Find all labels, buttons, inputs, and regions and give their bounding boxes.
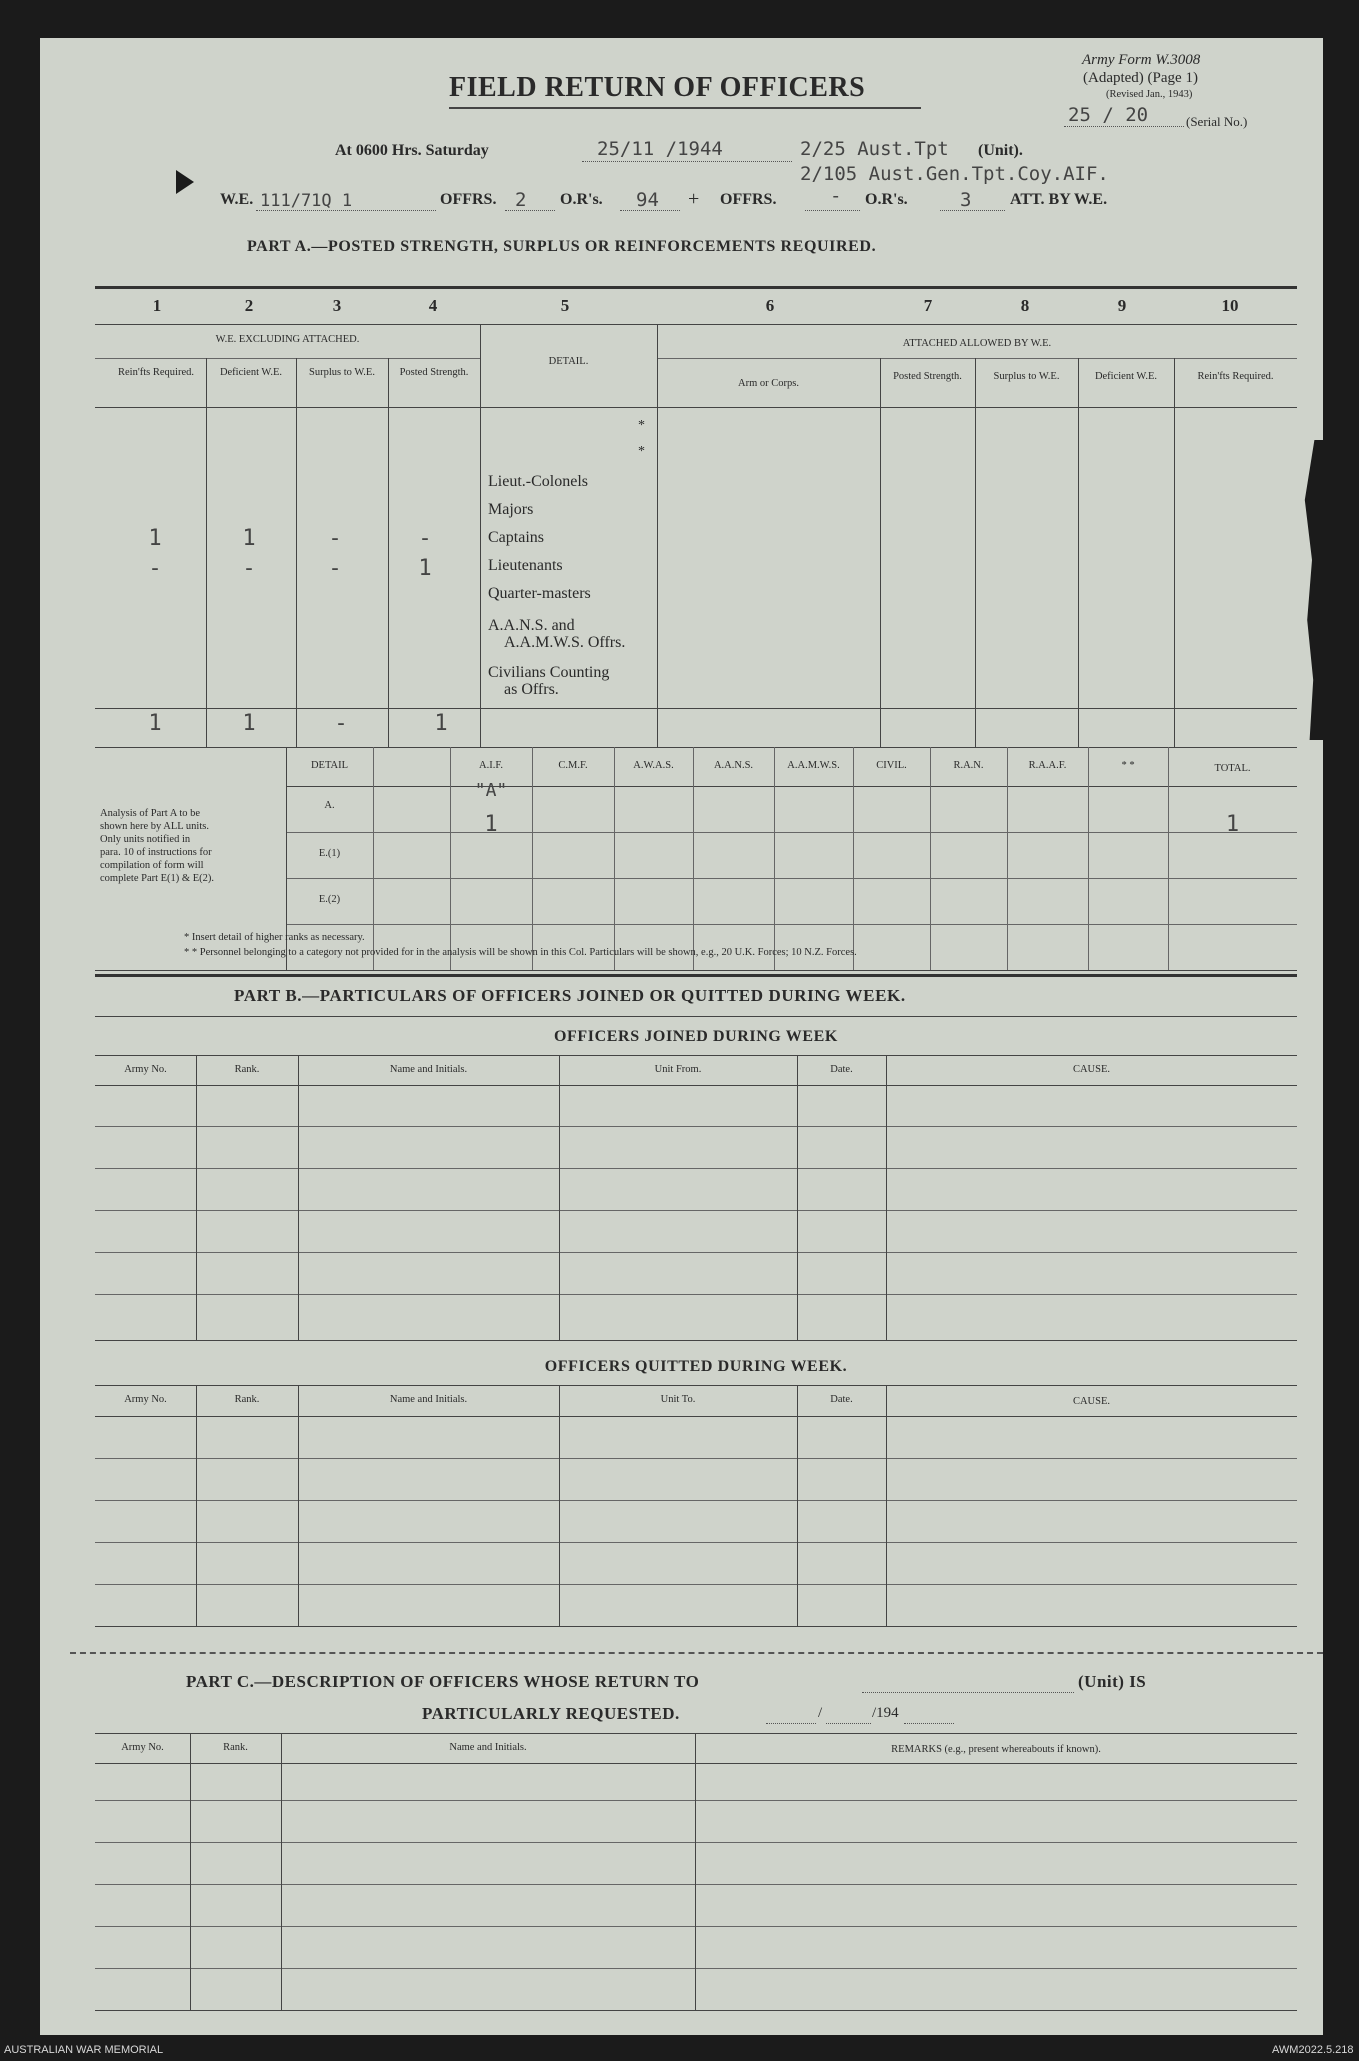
part-b-heading: PART B.—PARTICULARS OF OFFICERS JOINED OR QUITTED DURING WEEK. [234, 986, 906, 1005]
partc-head-rank: Rank. [223, 1742, 248, 1753]
ors2-value: 3 [960, 189, 972, 211]
captains-surplus: - [328, 526, 342, 551]
analysis-a-total: 1 [1225, 812, 1240, 837]
analysis-note: Analysis of Part A to be shown here by ALL units. Only units notified in para. 10 of instructions for compilation of form will complete Part E(1) & E(2). [100, 808, 215, 884]
we-excluding-attached: W.E. EXCLUDING ATTACHED. [215, 334, 360, 345]
footnote-1: * Insert detail of higher ranks as necessary. [184, 932, 365, 943]
analysis-head-other: * * [1121, 760, 1135, 771]
partc-head-name: Name and Initials. [449, 1742, 527, 1753]
rank-aamws: A.A.M.W.S. Offrs. [504, 634, 626, 651]
total-posted: 1 [434, 711, 448, 736]
punch-mark [176, 170, 194, 194]
joined-head-name: Name and Initials. [389, 1064, 468, 1075]
analysis-head-raaf: R.A.A.F. [1028, 760, 1067, 771]
analysis-head-aans: A.A.N.S. [713, 760, 754, 771]
col-number-2: 2 [244, 296, 254, 315]
return-date: 25/11 /1944 [597, 138, 723, 160]
col-number-9: 9 [1117, 296, 1127, 315]
we-value: 111/71Q 1 [260, 191, 353, 211]
partc-head-army-no: Army No. [121, 1742, 164, 1753]
captains-reinfts: 1 [148, 526, 162, 551]
quitted-head-army-no: Army No. [124, 1394, 167, 1405]
total-reinfts: 1 [148, 711, 162, 736]
joined-title: OFFICERS JOINED DURING WEEK [554, 1028, 838, 1045]
analysis-head-ran: R.A.N. [953, 760, 984, 771]
ors-value: 94 [636, 189, 659, 211]
subhead-att-posted-strength: Posted Strength. [893, 371, 962, 382]
footer-accession: AWM2022.5.218 [1272, 2044, 1354, 2056]
subhead-att-surplus: Surplus to W.E. [993, 371, 1060, 382]
col-number-7: 7 [923, 296, 933, 315]
subhead-posted-strength: Posted Strength. [399, 367, 469, 378]
col-number-1: 1 [152, 296, 162, 315]
part-c-line2: PARTICULARLY REQUESTED. [422, 1704, 680, 1723]
col-number-3: 3 [332, 296, 342, 315]
subhead-reinfts-required: Rein'fts Required. [118, 367, 194, 378]
subhead-deficient-we: Deficient W.E. [219, 367, 283, 378]
attached-allowed-by-we: ATTACHED ALLOWED BY W.E. [902, 338, 1052, 349]
plus-sign: + [688, 188, 700, 210]
joined-head-army-no: Army No. [124, 1064, 167, 1075]
ors-label: O.R's. [560, 191, 603, 208]
part-c-line1: PART C.—DESCRIPTION OF OFFICERS WHOSE RETURN TO [186, 1672, 700, 1691]
asterisk-1: * [638, 418, 645, 433]
subhead-arm-corps: Arm or Corps. [738, 378, 799, 389]
unit-handwritten-2: 2/105 Aust.Gen.Tpt.Coy.AIF. [800, 163, 1109, 185]
part-c-date-year: /194 [872, 1705, 899, 1721]
total-deficient: 1 [242, 711, 256, 736]
footnote-2: * * Personnel belonging to a category not provided for in the analysis will be shown in this Col. Particulars will be shown, e.g., 20 U.K. Forces; 10 N.Z. Forces. [184, 947, 857, 958]
captains-posted: - [418, 526, 432, 551]
col-number-4: 4 [428, 296, 438, 315]
unit-label: (Unit). [978, 142, 1023, 159]
analysis-head-civil: CIVIL. [876, 760, 907, 771]
quitted-head-name: Name and Initials. [389, 1394, 468, 1405]
offrs2-value: - [830, 185, 842, 207]
ors2-label: O.R's. [865, 191, 908, 208]
form-number: Army Form W.3008 [1082, 52, 1201, 68]
rank-lieutenants: Lieutenants [488, 557, 563, 574]
form-revised: (Revised Jan., 1943) [1106, 89, 1193, 100]
quitted-head-unit-to: Unit To. [660, 1394, 696, 1405]
footer-archive: AUSTRALIAN WAR MEMORIAL [4, 2044, 164, 2056]
serial-label: (Serial No.) [1186, 114, 1248, 129]
serial-value: 25 / 20 [1068, 104, 1149, 126]
quitted-head-rank: Rank. [234, 1394, 260, 1405]
analysis-head-aamws: A.A.M.W.S. [787, 760, 840, 771]
analysis-row-a: A. [324, 800, 335, 811]
joined-head-cause: CAUSE. [1072, 1064, 1111, 1075]
rank-lieut-colonels: Lieut.-Colonels [488, 473, 588, 490]
lieutenants-surplus: - [328, 556, 342, 581]
analysis-a-stamp: "A" [474, 780, 508, 801]
col-number-5: 5 [560, 296, 570, 315]
detail-header: DETAIL. [548, 356, 589, 367]
analysis-row-e1: E.(1) [318, 848, 341, 859]
analysis-head-awas: A.W.A.S. [633, 760, 674, 771]
we-label: W.E. [220, 191, 254, 208]
rank-civilians: Civilians Counting [488, 664, 610, 681]
analysis-a-aif: 1 [484, 812, 498, 837]
analysis-row-e2: E.(2) [318, 894, 341, 905]
rank-captains: Captains [488, 529, 544, 546]
analysis-head-total: TOTAL. [1214, 763, 1251, 774]
lieutenants-deficient: - [242, 556, 256, 581]
form-title: FIELD RETURN OF OFFICERS [449, 72, 866, 103]
offrs-value: 2 [515, 189, 527, 211]
analysis-head-aif: A.I.F. [479, 760, 503, 771]
part-c-date-sep: / [818, 1705, 823, 1721]
lieutenants-reinfts: - [148, 556, 162, 581]
rank-aans: A.A.N.S. and [488, 617, 575, 634]
joined-head-unit-from: Unit From. [654, 1064, 702, 1075]
offrs2-label: OFFRS. [720, 191, 777, 208]
form-adapted: (Adapted) (Page 1) [1083, 70, 1198, 86]
quitted-head-cause: CAUSE. [1072, 1396, 1111, 1407]
partc-head-remarks: REMARKS (e.g., present whereabouts if known). [891, 1744, 1101, 1755]
rank-majors: Majors [488, 501, 534, 518]
joined-head-date: Date. [830, 1064, 853, 1075]
quitted-title: OFFICERS QUITTED DURING WEEK. [544, 1358, 848, 1375]
total-surplus: - [334, 711, 348, 736]
unit-handwritten-1: 2/25 Aust.Tpt [800, 138, 949, 160]
joined-head-rank: Rank. [234, 1064, 260, 1075]
part-c-unit-is: (Unit) IS [1078, 1672, 1147, 1691]
quitted-head-date: Date. [830, 1394, 853, 1405]
at-hours-label: At 0600 Hrs. Saturday [335, 142, 489, 159]
part-a-heading: PART A.—POSTED STRENGTH, SURPLUS OR REINFORCEMENTS REQUIRED. [247, 238, 877, 255]
col-number-6: 6 [765, 296, 775, 315]
offrs-label: OFFRS. [440, 191, 497, 208]
col-number-8: 8 [1020, 296, 1030, 315]
asterisk-2: * [638, 444, 645, 459]
analysis-head-cmf: C.M.F. [558, 760, 588, 771]
rank-quarter-masters: Quarter-masters [488, 585, 591, 602]
subhead-att-reinfts: Rein'fts Required. [1197, 371, 1274, 382]
att-by-we-label: ATT. BY W.E. [1010, 191, 1108, 208]
col-number-10: 10 [1221, 296, 1239, 315]
lieutenants-posted: 1 [418, 556, 432, 581]
subhead-att-deficient: Deficient W.E. [1094, 371, 1158, 382]
analysis-head-detail: DETAIL [310, 760, 349, 771]
rank-as-offrs: as Offrs. [504, 681, 559, 698]
subhead-surplus-we: Surplus to W.E. [309, 367, 375, 378]
captains-deficient: 1 [242, 526, 256, 551]
